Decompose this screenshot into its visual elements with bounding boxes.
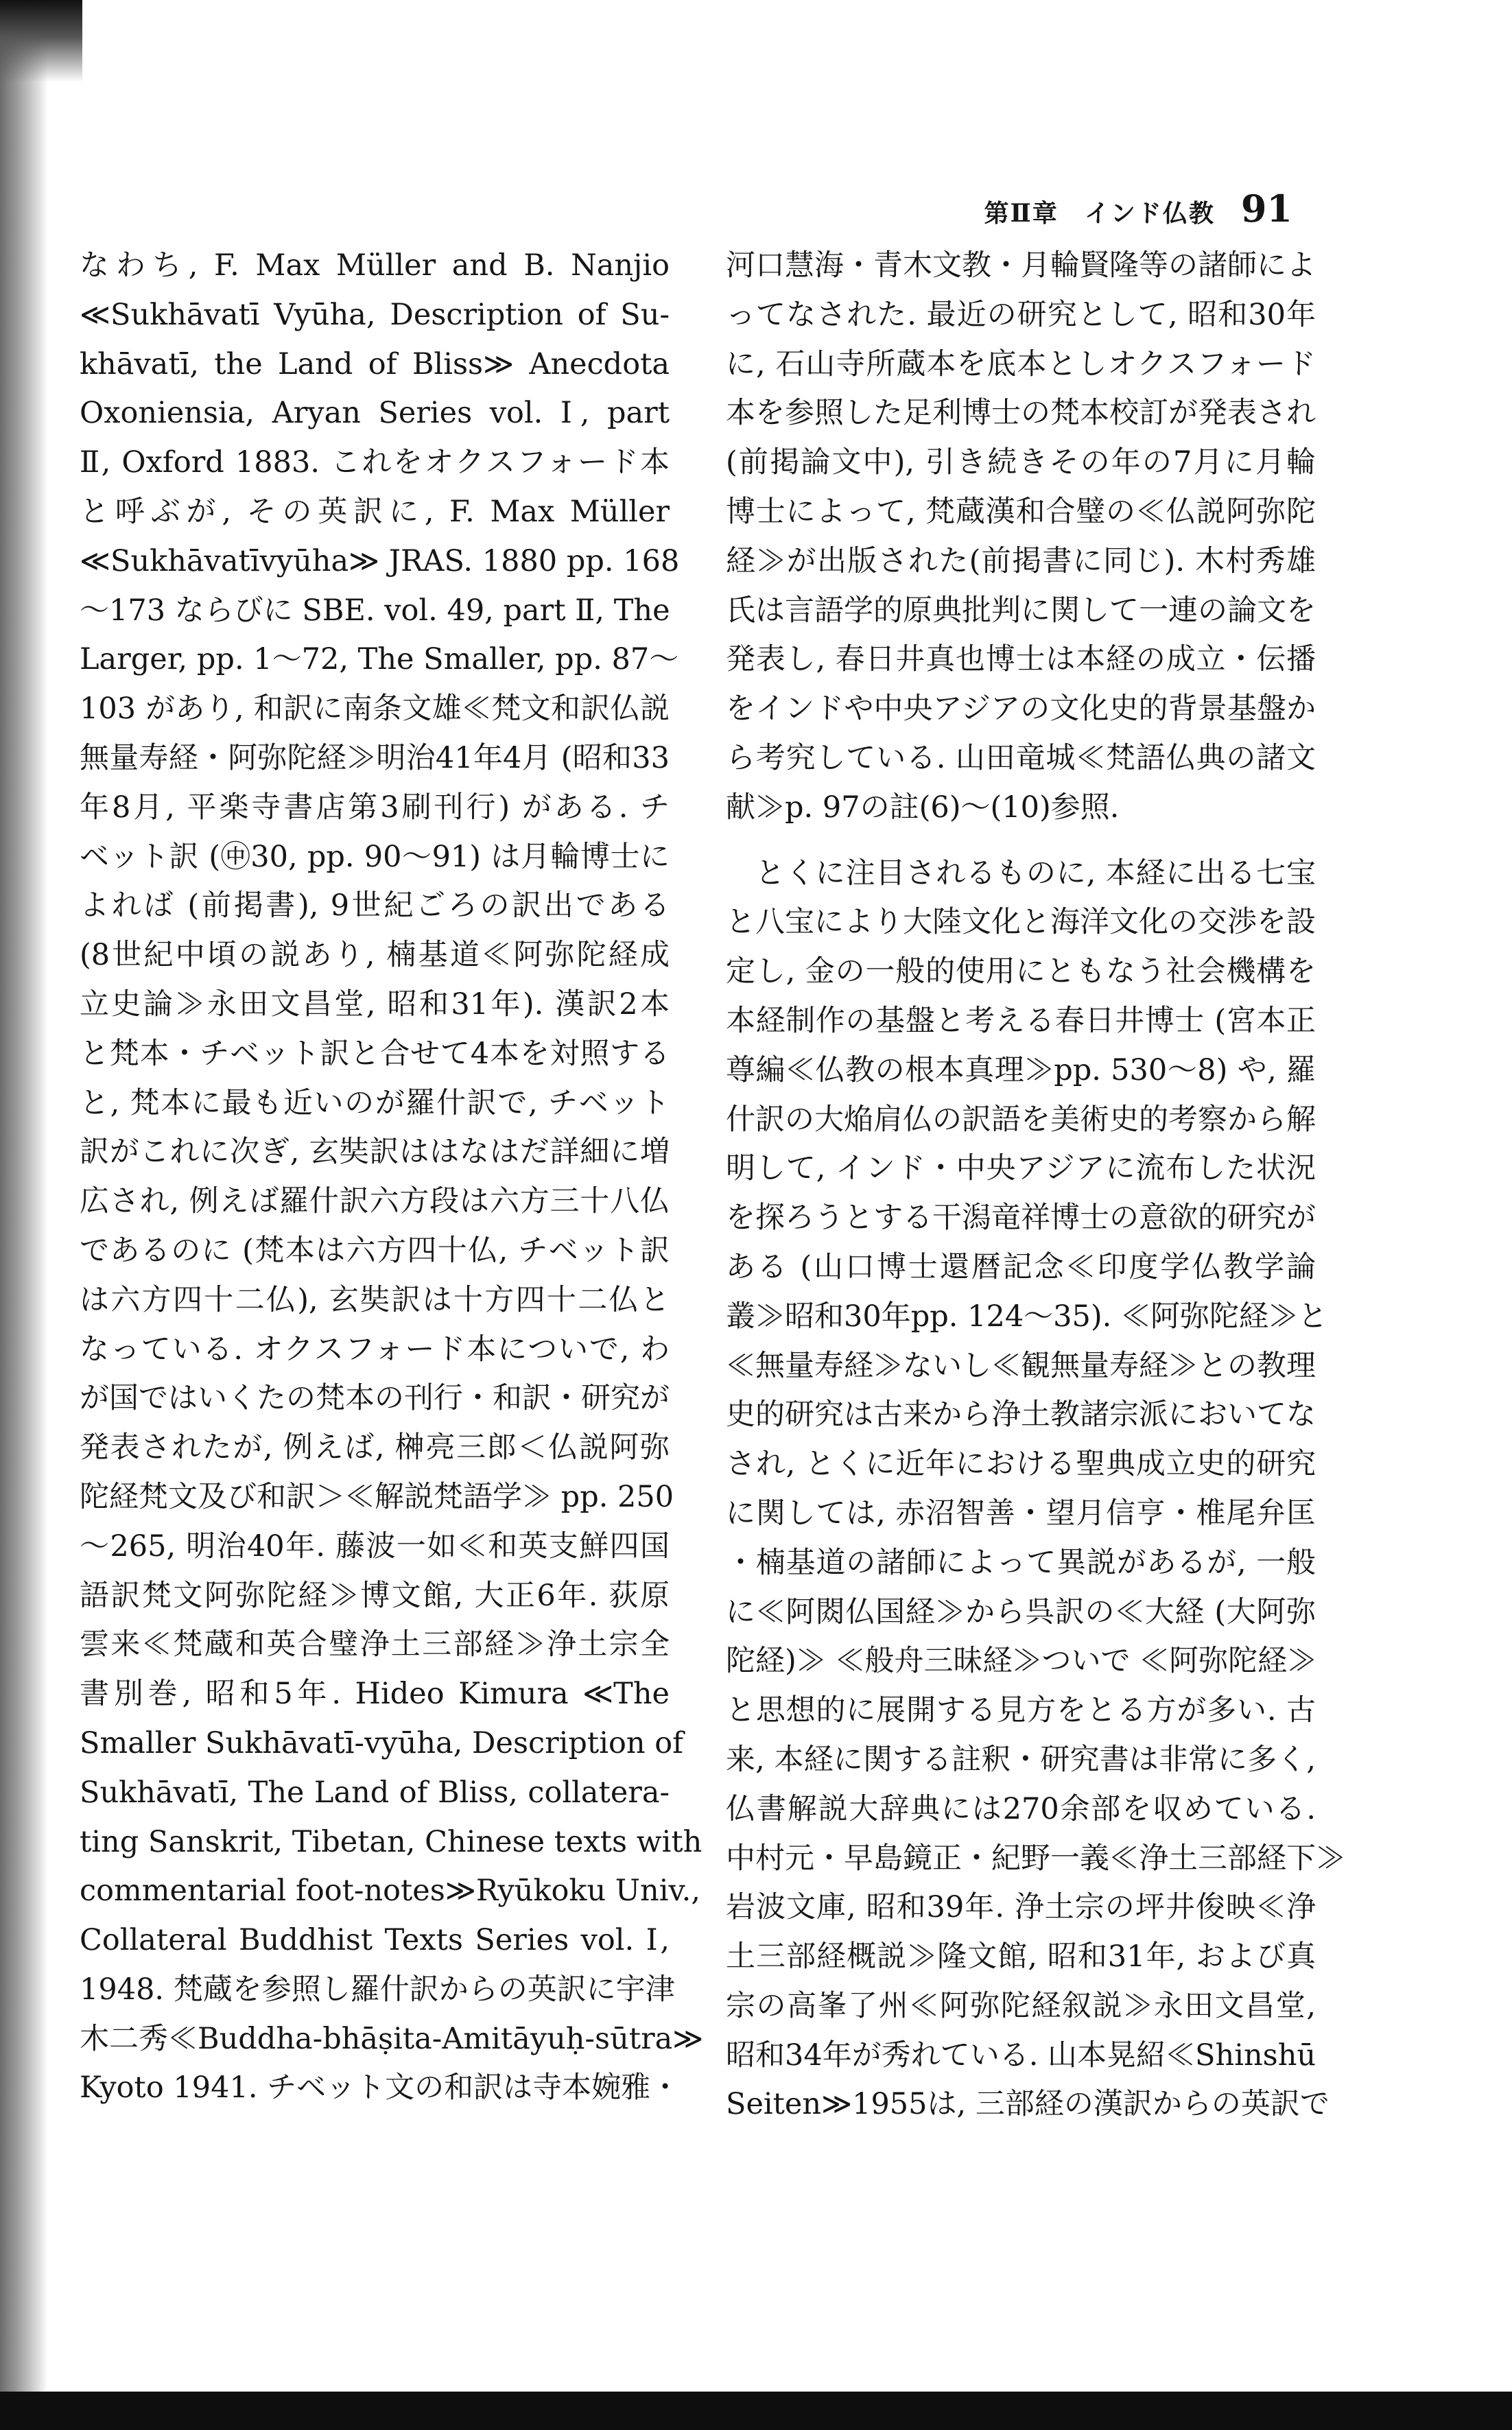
text-line: 経≫が出版された(前掲書に同じ). 木村秀雄: [726, 543, 1316, 578]
text-line: 発表し, 春日井真也博士は本経の成立・伝播: [726, 642, 1316, 677]
text-line: 立史論≫永田文昌堂, 昭和31年). 漢訳2本: [80, 987, 670, 1022]
chapter-title: 第Ⅱ章 インド仏教: [984, 199, 1215, 228]
text-line: 語訳梵文阿弥陀経≫博文館, 大正6年. 荻原: [80, 1578, 670, 1613]
text-line: ってなされた. 最近の研究として, 昭和30年: [726, 297, 1316, 332]
text-line: Collateral Buddhist Texts Series vol. Ⅰ,: [80, 1923, 670, 1958]
text-line: に, 石山寺所蔵本を底本としオクスフォード: [726, 346, 1316, 381]
text-line: 昭和34年が秀れている. 山本晃紹≪Shinshū: [726, 2038, 1316, 2073]
scan-shadow-corner: [0, 0, 82, 82]
text-line: 無量寿経・阿弥陀経≫明治41年4月 (昭和33: [80, 740, 670, 775]
text-line: 叢≫昭和30年pp. 124～35). ≪阿弥陀経≫と: [726, 1299, 1328, 1334]
text-line: ら考究している. 山田竜城≪梵語仏典の諸文: [726, 740, 1316, 775]
text-line: Sukhāvatī, The Land of Bliss, collatera-: [80, 1775, 670, 1810]
scan-shadow-edge: [0, 0, 48, 2430]
text-line: ベット訳 (㊥30, pp. 90～91) は月輪博士に: [80, 839, 670, 874]
text-line: とくに注目されるものに, 本経に出る七宝: [755, 856, 1316, 890]
text-line: と八宝により大陸文化と海洋文化の交渉を設: [726, 905, 1316, 940]
text-line: (前掲論文中), 引き続きその年の7月に月輪: [726, 445, 1316, 480]
text-line: 中村元・早島鏡正・紀野一義≪浄土三部経下≫: [726, 1841, 1345, 1876]
text-line: ≪無量寿経≫ないし≪観無量寿経≫との教理: [726, 1348, 1316, 1383]
text-line: 明して, インド・中央アジアに流布した状況: [726, 1151, 1316, 1186]
text-line: 本を参照した足利博士の梵本校訂が発表され: [726, 396, 1316, 431]
text-line: なっている. オクスフォード本についで, わ: [80, 1332, 670, 1367]
text-line: され, とくに近年における聖典成立史的研究: [726, 1447, 1316, 1482]
text-line: 河口慧海・青木文教・月輪賢隆等の諸師によ: [726, 248, 1316, 283]
text-line: ≪Sukhāvatīvyūha≫ JRAS. 1880 pp. 168: [80, 543, 680, 578]
text-line: 発表されたが, 例えば, 榊亮三郎＜仏説阿弥: [80, 1430, 670, 1465]
text-line: よれば (前掲書), 9世紀ごろの訳出である: [80, 888, 670, 923]
text-line: 土三部経概説≫隆文館, 昭和31年, および真: [726, 1939, 1316, 1974]
text-line: 博士によって, 梵蔵漢和合璧の≪仏説阿弥陀: [726, 494, 1316, 529]
page-number: 91: [1240, 187, 1292, 231]
left-column: [80, 241, 704, 2113]
text-line: 宗の高峯了州≪阿弥陀経叙説≫永田文昌堂,: [726, 1988, 1316, 2023]
text-line: (8世紀中頃の説あり, 楠基道≪阿弥陀経成: [80, 938, 670, 973]
text-line: 雲来≪梵蔵和英合璧浄土三部経≫浄土宗全: [80, 1627, 670, 1662]
text-line: が国ではいくたの梵本の刊行・和訳・研究が: [80, 1381, 670, 1416]
text-line: commentarial foot-notes≫Ryūkoku Univ.,: [80, 1874, 701, 1909]
text-line: 定し, 金の一般的使用にともなう社会機構を: [726, 954, 1316, 989]
text-line: 仏書解説大辞典には270余部を収めている.: [726, 1791, 1316, 1826]
text-line: ある (山口博士還暦記念≪印度学仏教学論: [726, 1249, 1316, 1284]
text-line: 広され, 例えば羅什訳六方段は六方三十八仏: [80, 1184, 670, 1219]
running-header: [970, 187, 1292, 232]
text-line: Larger, pp. 1～72, The Smaller, pp. 87～: [80, 642, 679, 677]
text-line: 木二秀≪Buddha-bhāṣita-Amitāyuḥ-sūtra≫: [80, 2021, 704, 2056]
text-line: 訳がこれに次ぎ, 玄奘訳ははなはだ詳細に増: [80, 1135, 670, 1170]
text-line: 本経制作の基盤と考える春日井博士 (宮本正: [726, 1003, 1316, 1038]
text-line: ting Sanskrit, Tibetan, Chinese texts with: [80, 1824, 702, 1859]
text-line: 103 があり, 和訳に南条文雄≪梵文和訳仏説: [80, 692, 670, 727]
text-line: と呼ぶが, その英訳に, F. Max Müller: [80, 494, 670, 529]
text-line: 書別巻, 昭和5年. Hideo Kimura ≪The: [80, 1677, 670, 1712]
text-line: ～265, 明治40年. 藤波一如≪和英支鮮四国: [80, 1529, 670, 1564]
text-line: ～173 ならびに SBE. vol. 49, part Ⅱ, The: [80, 593, 670, 628]
text-line: と思想的に展開する見方をとる方が多い. 古: [726, 1693, 1316, 1728]
text-line: と梵本・チベット訳と合せて4本を対照する: [80, 1036, 670, 1071]
text-line: 陀経梵文及び和訳＞≪解説梵語学≫ pp. 250: [80, 1479, 674, 1514]
text-line: 氏は言語学的原典批判に関して一連の論文を: [726, 593, 1316, 628]
text-line: Ⅱ, Oxford 1883. これをオクスフォード本: [80, 445, 670, 480]
text-line: 岩波文庫, 昭和39年. 浄土宗の坪井俊映≪浄: [726, 1890, 1316, 1925]
text-line: Smaller Sukhāvatī-vyūha, Description of: [80, 1725, 684, 1760]
text-line: 1948. 梵蔵を参照し羅什訳からの英訳に宇津: [80, 1972, 675, 2007]
text-line: を探ろうとする干潟竜祥博士の意欲的研究が: [726, 1201, 1316, 1236]
text-line: なわち, F. Max Müller and B. Nanjio: [80, 248, 670, 283]
text-line: 来, 本経に関する註釈・研究書は非常に多く,: [726, 1742, 1316, 1777]
text-line: Kyoto 1941. チベット文の和訳は寺本婉雅・: [80, 2071, 681, 2105]
text-line: ・楠基道の諸師によって異説があるが, 一般: [726, 1545, 1316, 1580]
paragraph-gap: [726, 833, 1316, 849]
text-line: をインドや中央アジアの文化史的背景基盤か: [726, 692, 1316, 727]
text-line: 陀経)≫ ≪般舟三昧経≫ついで ≪阿弥陀経≫: [726, 1644, 1317, 1679]
text-line: ≪Sukhāvatī Vyūha, Description of Su-: [80, 297, 670, 332]
text-line: Oxoniensia, Aryan Series vol. Ⅰ, part: [80, 396, 670, 431]
text-line: 什訳の大焔肩仏の訳語を美術史的考察から解: [726, 1102, 1316, 1137]
right-column: [726, 241, 1345, 2130]
text-line: 尊編≪仏教の根本真理≫pp. 530～8) や, 羅: [726, 1052, 1316, 1087]
text-line: khāvatī, the Land of Bliss≫ Anecdota: [80, 346, 670, 381]
text-line: は六方四十二仏), 玄奘訳は十方四十二仏と: [80, 1282, 670, 1317]
text-line: であるのに (梵本は六方四十仏, チベット訳: [80, 1233, 670, 1268]
text-line: に≪阿閦仏国経≫から呉訳の≪大経 (大阿弥: [726, 1594, 1316, 1629]
text-line: 史的研究は古来から浄土教諸宗派においてな: [726, 1397, 1316, 1432]
scan-bottom-border: [0, 2392, 1512, 2430]
text-line: 年8月, 平楽寺書店第3刷刊行) がある. チ: [80, 790, 670, 825]
text-line: 献≫p. 97の註(6)～(10)参照.: [726, 790, 1120, 825]
text-line: に関しては, 赤沼智善・望月信亨・椎尾弁匡: [726, 1496, 1316, 1531]
text-line: Seiten≫1955は, 三部経の漢訳からの英訳で: [726, 2087, 1330, 2122]
text-line: と, 梵本に最も近いのが羅什訳で, チベット: [80, 1085, 670, 1120]
